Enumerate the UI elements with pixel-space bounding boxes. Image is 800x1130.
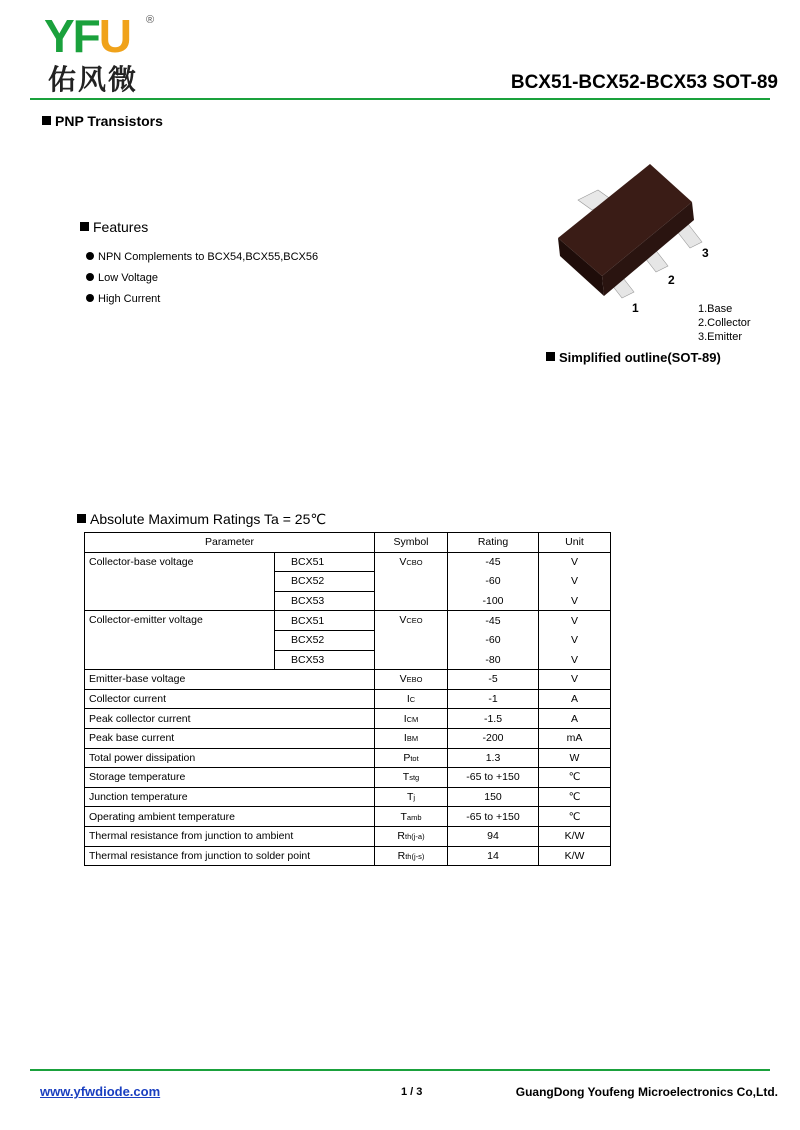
param-cell: Junction temperature (85, 787, 375, 807)
symbol-subscript: tot (410, 753, 419, 763)
unit-cell: mA (539, 728, 611, 748)
section-title-text: PNP Transistors (55, 113, 163, 129)
table-row (85, 728, 611, 748)
pin-2-label: 2 (668, 273, 675, 287)
symbol-cell (375, 768, 448, 788)
round-bullet-icon (86, 273, 94, 281)
table-row (85, 846, 611, 866)
feature-item (86, 272, 318, 293)
pin-1-label: 1 (632, 301, 639, 315)
symbol-subscript: stg (409, 773, 420, 783)
symbol-subscript: j (413, 793, 416, 803)
unit-cell: ℃ (539, 787, 611, 807)
symbol-cell (375, 552, 448, 611)
symbol-cell (375, 826, 448, 846)
rating-cell: -45 (448, 611, 539, 631)
symbol-subscript: CM (406, 714, 419, 724)
symbol-cell (375, 709, 448, 729)
table-row (85, 807, 611, 827)
pin-legend (698, 302, 751, 344)
symbol-subscript: th(j-a) (405, 832, 425, 842)
param-cell: Collector-base voltage (85, 552, 275, 611)
rating-cell: 150 (448, 787, 539, 807)
table-row (85, 670, 611, 690)
square-bullet-icon (80, 222, 89, 231)
symbol-subscript: C (409, 695, 416, 705)
param-cell: Storage temperature (85, 768, 375, 788)
symbol-subscript: BM (406, 734, 419, 744)
features-heading (80, 219, 148, 235)
variant-cell: BCX52 (275, 572, 375, 592)
website-link[interactable]: www.yfwdiode.com (40, 1084, 161, 1099)
symbol-subscript: CEO (406, 616, 423, 626)
symbol-main: V (399, 555, 407, 568)
symbol-main: T (400, 810, 407, 823)
symbol-cell (375, 670, 448, 690)
symbol-cell (375, 611, 448, 670)
param-cell: Thermal resistance from junction to ambient (85, 826, 375, 846)
rating-cell: 94 (448, 826, 539, 846)
symbol-main: T (406, 791, 414, 804)
symbol-main: I (403, 712, 407, 725)
symbol-subscript: th(j-s) (405, 851, 425, 861)
param-cell: Total power dissipation (85, 748, 375, 768)
symbol-cell (375, 689, 448, 709)
part-number-title: BCX51-BCX52-BCX53 SOT-89 (510, 72, 778, 93)
param-cell: Emitter-base voltage (85, 670, 375, 690)
outline-caption (546, 350, 721, 365)
feature-text: High Current (98, 293, 161, 305)
company-name: GuangDong Youfeng Microelectronics Co,Ltd. (515, 1085, 778, 1099)
header-rating: Rating (448, 533, 539, 553)
variant-cell: BCX51 (275, 552, 375, 572)
symbol-cell (375, 807, 448, 827)
unit-cell: K/W (539, 826, 611, 846)
variant-cell: BCX53 (275, 591, 375, 611)
feature-text: NPN Complements to BCX54,BCX55,BCX56 (98, 251, 319, 263)
logo-u: U (98, 10, 131, 62)
round-bullet-icon (86, 294, 94, 302)
param-cell: Collector-emitter voltage (85, 611, 275, 670)
ratings-table (84, 532, 611, 866)
section-title (42, 113, 163, 129)
registered-mark: ® (146, 14, 155, 26)
table-header-row (85, 533, 611, 553)
unit-cell: V (539, 611, 611, 631)
unit-cell: V (539, 630, 611, 650)
ratings-heading (77, 511, 326, 528)
table-row (85, 768, 611, 788)
table-row (85, 552, 611, 572)
features-list (86, 251, 318, 314)
header-unit: Unit (539, 533, 611, 553)
header-parameter: Parameter (85, 533, 375, 553)
table-row (85, 611, 611, 631)
rating-cell: -1.5 (448, 709, 539, 729)
pin-legend-item: 3.Emitter (698, 331, 743, 343)
unit-cell: V (539, 650, 611, 670)
feature-item (86, 293, 318, 314)
symbol-cell (375, 728, 448, 748)
symbol-main: T (402, 771, 410, 784)
rating-cell: -100 (448, 591, 539, 611)
param-cell: Collector current (85, 689, 375, 709)
unit-cell: W (539, 748, 611, 768)
square-bullet-icon (42, 116, 51, 125)
unit-cell: ℃ (539, 807, 611, 827)
unit-cell: V (539, 572, 611, 592)
unit-cell: V (539, 591, 611, 611)
rating-cell: -45 (448, 552, 539, 572)
ratings-heading-text: Absolute Maximum Ratings Ta = 25℃ (90, 511, 327, 527)
rating-cell: -80 (448, 650, 539, 670)
unit-cell: V (539, 552, 611, 572)
pin-legend-item: 2.Collector (698, 317, 751, 329)
feature-text: Low Voltage (98, 272, 158, 284)
outline-caption-text: Simplified outline(SOT-89) (559, 350, 721, 365)
pin-3-label: 3 (702, 246, 709, 260)
logo-yf: YF (44, 10, 99, 62)
logo-chinese-name: 佑风微 (48, 63, 139, 96)
param-cell: Thermal resistance from junction to solder point (85, 846, 375, 866)
page-number: 1 / 3 (401, 1086, 423, 1098)
variant-cell: BCX52 (275, 630, 375, 650)
table-row (85, 748, 611, 768)
param-cell: Peak collector current (85, 709, 375, 729)
symbol-main: I (403, 732, 407, 745)
unit-cell: A (539, 689, 611, 709)
rating-cell: -200 (448, 728, 539, 748)
pin-legend-item: 1.Base (698, 303, 733, 315)
rating-cell: 1.3 (448, 748, 539, 768)
header-symbol: Symbol (375, 533, 448, 553)
table-row (85, 689, 611, 709)
rating-cell: -60 (448, 572, 539, 592)
feature-item (86, 251, 318, 272)
unit-cell: A (539, 709, 611, 729)
table-row (85, 709, 611, 729)
company-logo (44, 10, 174, 96)
logo-wordmark (44, 10, 131, 62)
rating-cell: -60 (448, 630, 539, 650)
unit-cell: V (539, 670, 611, 690)
square-bullet-icon (77, 514, 86, 523)
footer-divider (30, 1069, 770, 1071)
rating-cell: -5 (448, 670, 539, 690)
unit-cell: K/W (539, 846, 611, 866)
unit-cell: ℃ (539, 768, 611, 788)
symbol-subscript: CBO (406, 557, 423, 567)
symbol-main: V (399, 614, 407, 627)
rating-cell: 14 (448, 846, 539, 866)
symbol-main: I (406, 693, 410, 706)
rating-cell: -65 to +150 (448, 768, 539, 788)
header-divider (30, 98, 770, 100)
rating-cell: -65 to +150 (448, 807, 539, 827)
param-cell: Operating ambient temperature (85, 807, 375, 827)
symbol-cell (375, 748, 448, 768)
table-row (85, 787, 611, 807)
round-bullet-icon (86, 252, 94, 260)
table-row (85, 826, 611, 846)
symbol-main: V (399, 673, 407, 686)
symbol-main: R (397, 849, 406, 862)
symbol-cell (375, 787, 448, 807)
symbol-cell (375, 846, 448, 866)
param-cell: Peak base current (85, 728, 375, 748)
symbol-subscript: EBO (406, 675, 423, 685)
variant-cell: BCX51 (275, 611, 375, 631)
symbol-subscript: amb (406, 812, 422, 822)
symbol-main: P (403, 751, 411, 764)
variant-cell: BCX53 (275, 650, 375, 670)
symbol-main: R (397, 830, 405, 843)
features-heading-text: Features (93, 219, 149, 235)
rating-cell: -1 (448, 689, 539, 709)
square-bullet-icon (546, 352, 555, 361)
